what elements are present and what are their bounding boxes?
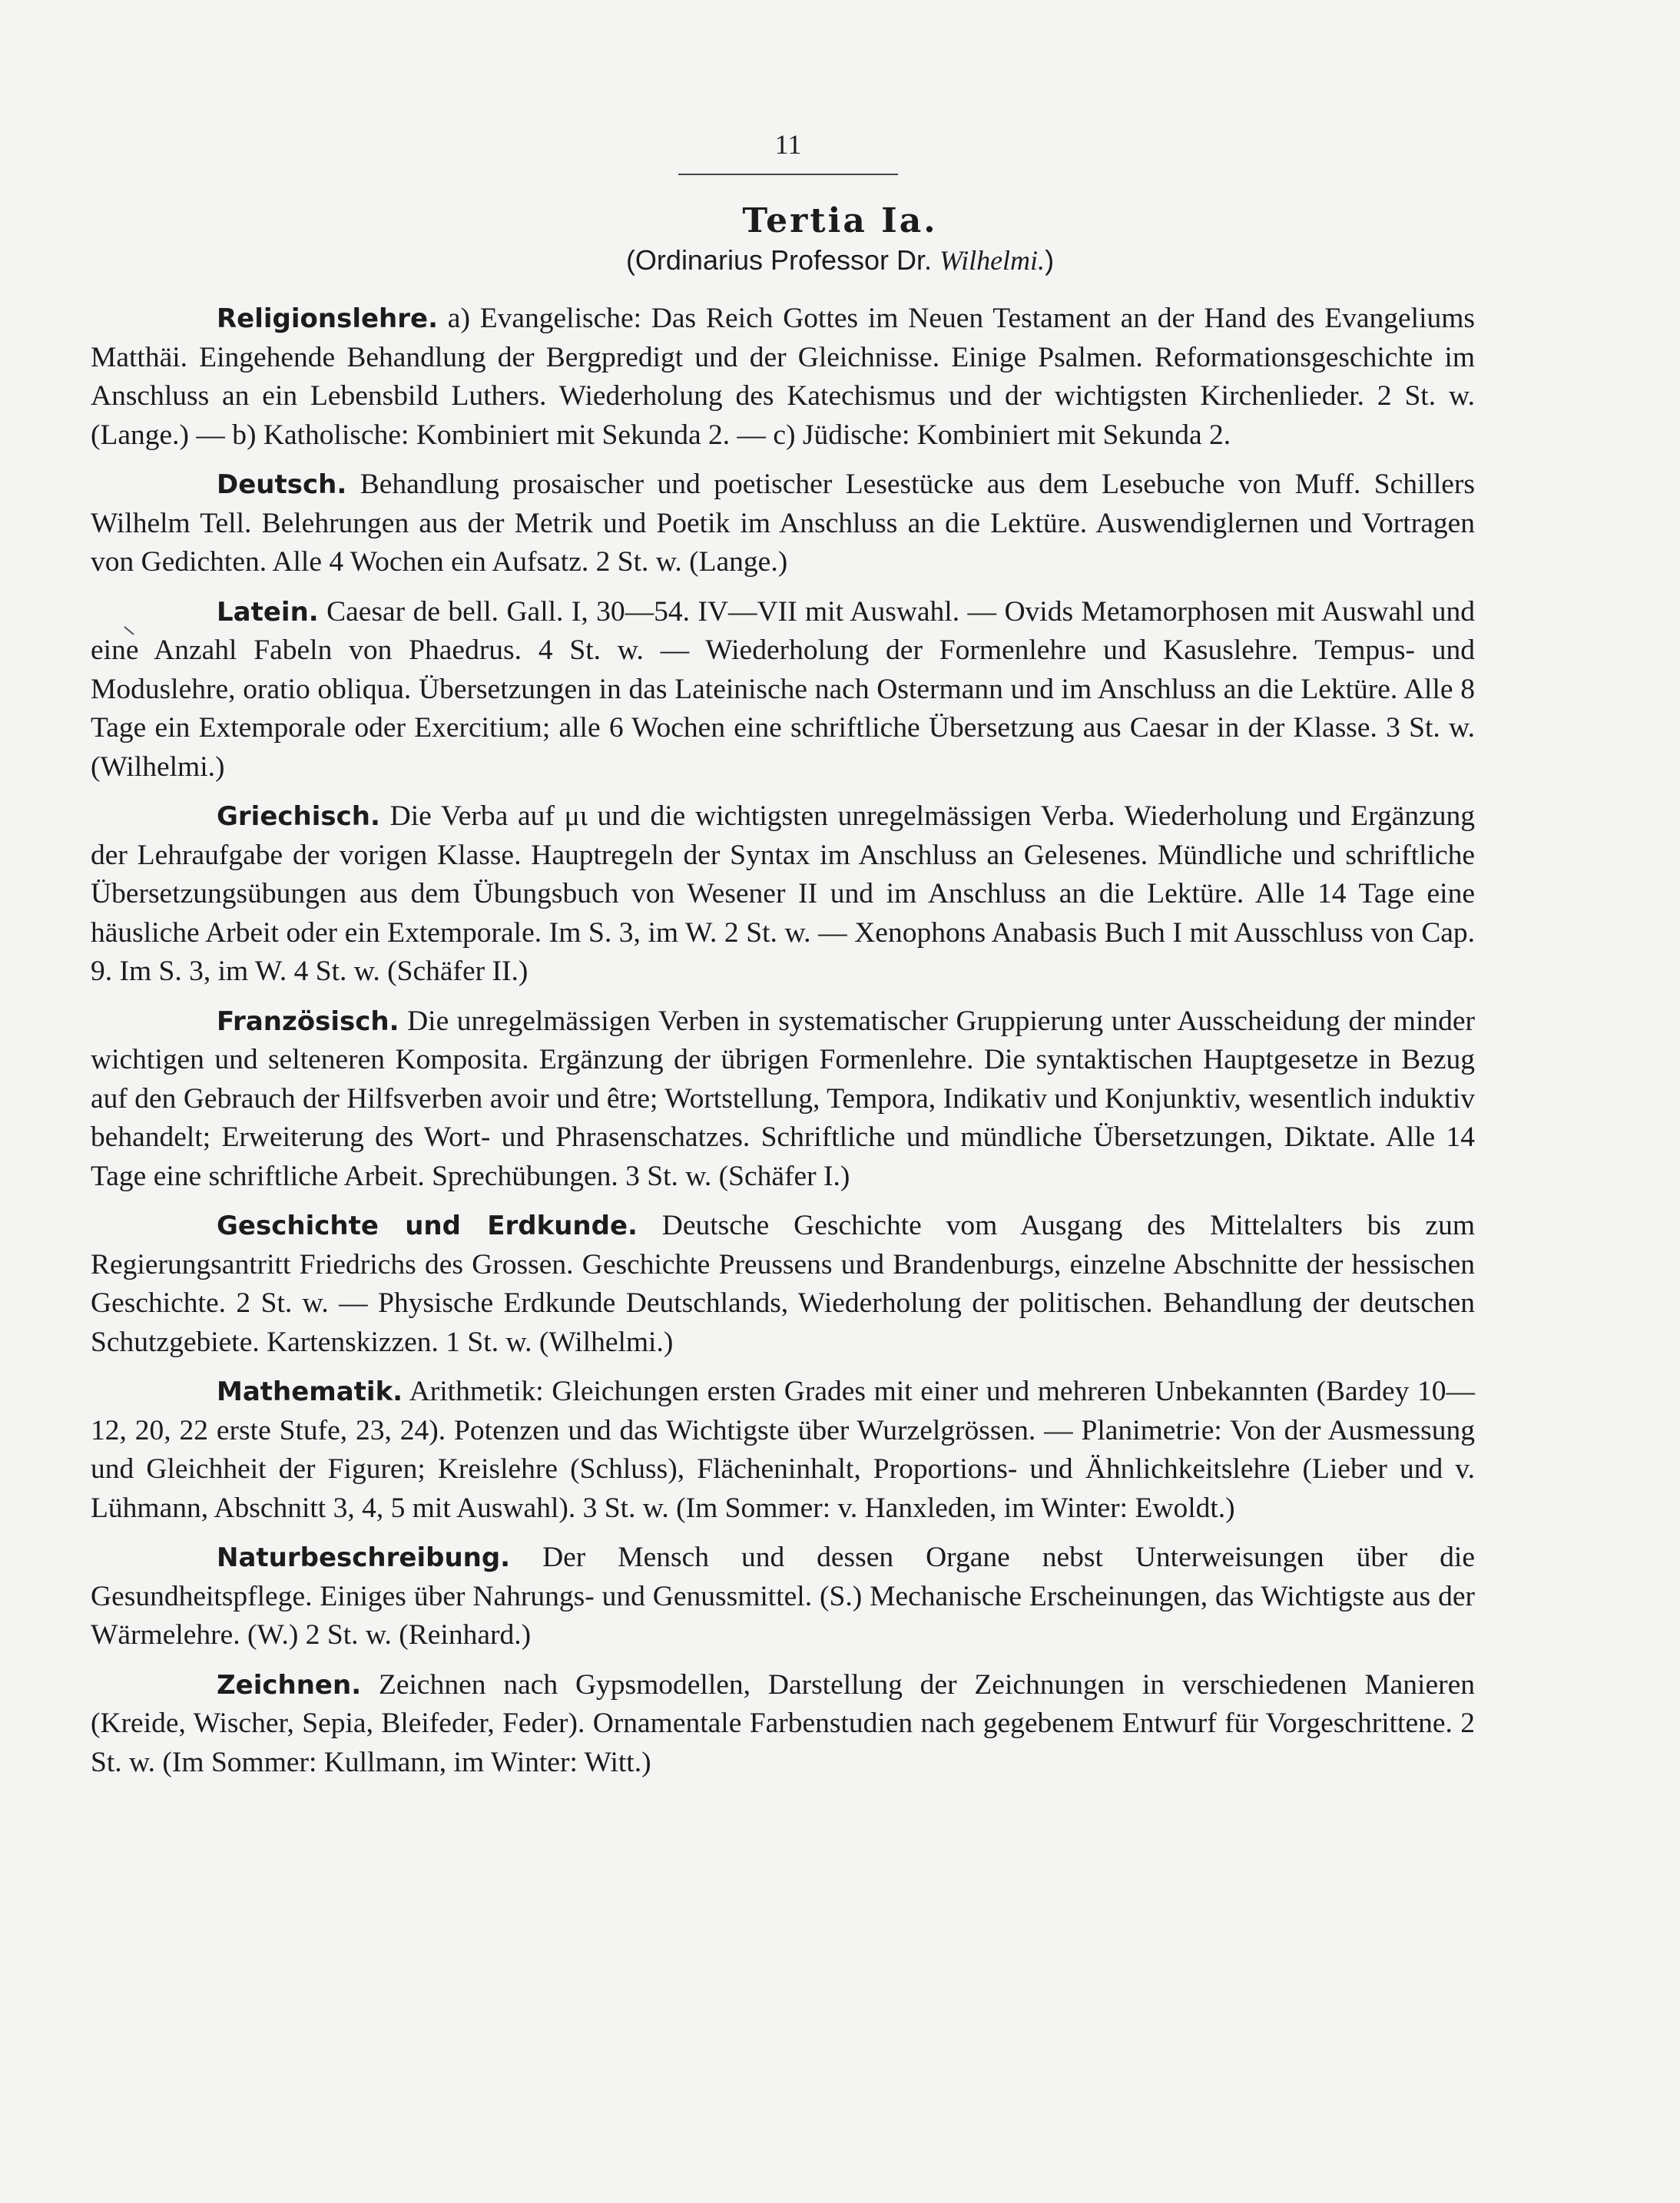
section-franzoesisch — [91, 1002, 1475, 1197]
section-text: Zeichnen nach Gypsmodellen, Darstellung der Zeichnungen in verschiedenen Manieren (Kreide, Wischer, Sepia, Bleifeder, Feder). Ornamentale Farbenstudien nach gegebenem Entwurf für Vorgeschrittene. 2 St. w. (Im Sommer: Kullmann, im Winter: Witt.) — [91, 1668, 1475, 1778]
section-latein — [91, 593, 1475, 787]
page-number: 11 — [678, 129, 898, 175]
page-title: Tertia Ia. — [742, 201, 938, 240]
section-heading: Geschichte und Erdkunde. — [217, 1211, 638, 1241]
section-text: Arithmetik: Gleichungen ersten Grades mit einer und mehreren Unbekannten (Bardey 10—12, 20, 22 erste Stufe, 23, 24). Potenzen und das Wichtigste über Wurzelgrössen. — Planimetrie: Von der Ausmessung und Gleichheit der Figuren; Kreislehre (Schluss), Flächeninhalt, Proportions- und Ähnlichkeitslehre (Lieber und v. Lühmann, Abschnitt 3, 4, 5 mit Auswahl). 3 St. w. (Im Sommer: v. Hanxleden, im Winter: Ewoldt.) — [91, 1376, 1475, 1524]
section-text: Deutsche Geschichte vom Ausgang des Mittelalters bis zum Regierungsantritt Friedrichs des Grossen. Geschichte Preussens und Brandenburgs, einzelne Abschnitte der hessischen Geschichte. 2 St. w. — Physische Erdkunde Deutschlands, Wiederholung der politischen. Behandlung der deutschen Schutzgebiete. Kartenskizzen. 1 St. w. (Wilhelmi.) — [91, 1210, 1475, 1358]
section-naturbeschreibung — [91, 1539, 1475, 1655]
section-text: Die unregelmässigen Verben in systematischer Gruppierung unter Ausscheidung der minder wichtigen und selteneren Komposita. Ergänzung der übrigen Formenlehre. Die syntaktischen Hauptgesetze in Bezug auf den Gebrauch der Hilfsverben avoir und être; Wortstellung, Tempora, Indikativ und Konjunktiv, wesentlich induktiv behandelt; Erweiterung des Wort- und Phrasenschatzes. Schriftliche und mündliche Übersetzungen, Diktate. Alle 14 Tage eine schriftliche Arbeit. Sprechübungen. 3 St. w. (Schäfer I.) — [91, 1005, 1475, 1192]
subtitle-name: Wilhelmi. — [939, 245, 1045, 276]
section-geschichte-erdkunde — [91, 1207, 1475, 1362]
section-text: Behandlung prosaischer und poetischer Lesestücke aus dem Lesebuche von Muff. Schillers Wilhelm Tell. Belehrungen aus der Metrik und Poetik im Anschluss an die Lektüre. Auswendiglernen und Vortragen von Gedichten. Alle 4 Wochen ein Aufsatz. 2 St. w. (Lange.) — [91, 469, 1475, 578]
section-zeichnen — [91, 1666, 1475, 1783]
section-heading: Latein. — [217, 596, 319, 628]
document-body — [91, 300, 1475, 1793]
section-text: Die Verba auf μι und die wichtigsten unregelmässigen Verba. Wiederholung und Ergänzung der Lehraufgabe der vorigen Klasse. Hauptregeln der Syntax im Anschluss an Gelesenes. Mündliche und schriftliche Übersetzungsübungen aus dem Übungsbuch von Wesener II und im Anschluss an die Lektüre. Alle 14 Tage eine häusliche Arbeit oder ein Extemporale. Im S. 3, im W. 2 St. w. — Xenophons Anabasis Buch I mit Ausschluss von Cap. 9. Im S. 3, im W. 4 St. w. (Schäfer II.) — [91, 800, 1475, 987]
section-heading: Mathematik. — [217, 1376, 403, 1407]
section-mathematik — [91, 1373, 1475, 1528]
section-heading: Naturbeschreibung. — [217, 1542, 511, 1573]
section-religionslehre — [91, 300, 1475, 455]
subtitle — [0, 244, 1680, 277]
section-heading: Französisch. — [217, 1005, 399, 1037]
section-deutsch — [91, 465, 1475, 582]
section-griechisch — [91, 797, 1475, 992]
section-heading: Zeichnen. — [217, 1669, 362, 1701]
section-text: Caesar de bell. Gall. I, 30—54. IV—VII mit Auswahl. — Ovids Metamorphosen mit Auswahl und eine Anzahl Fabeln von Phaedrus. 4 St. w. — Wiederholung der Formenlehre und Kasuslehre. Tempus- und Moduslehre, oratio obliqua. Übersetzungen in das Lateinische nach Ostermann und im Anschluss an die Lektüre. Alle 8 Tage ein Extemporale oder Exercitium; alle 6 Wochen eine schriftliche Übersetzung aus Caesar in der Klasse. 3 St. w. (Wilhelmi.) — [91, 595, 1475, 783]
subtitle-prefix: (Ordinarius Professor Dr. — [625, 244, 933, 276]
section-heading: Religionslehre. — [217, 303, 439, 334]
section-heading: Griechisch. — [217, 801, 380, 832]
section-heading: Deutsch. — [217, 469, 347, 500]
section-text: a) Evangelische: Das Reich Gottes im Neuen Testament an der Hand des Evangeliums Matthäi. Eingehende Behandlung der Bergpredigt und der Gleichnisse. Einige Psalmen. Reformationsgeschichte im Anschluss an ein Lebensbild Luthers. Wiederholung des Katechismus und der wichtigsten Kirchenlieder. 2 St. w. (Lange.) — b) Katholische: Kombiniert mit Sekunda 2. — c) Jüdische: Kombiniert mit Sekunda 2. — [91, 303, 1475, 451]
subtitle-suffix: ) — [1045, 244, 1055, 276]
section-text: Der Mensch und dessen Organe nebst Unterweisungen über die Gesundheitspflege. Einiges über Nahrungs- und Genussmittel. (S.) Mechanische Erscheinungen, das Wichtigste aus der Wärmelehre. (W.) 2 St. w. (Reinhard.) — [91, 1542, 1475, 1651]
